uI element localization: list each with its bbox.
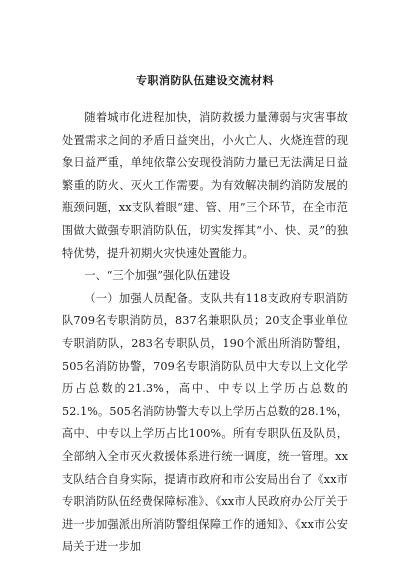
section-heading: 一、“三个加强”强化队伍建设	[84, 269, 231, 283]
section-paragraph: （一）加强人员配备。支队共有118支政府专职消防队709名专职消防员，837名兼职队员；20支企事业单位专职消防队，283名专职队员，190个派出所消防警组，505名消防协警，709名专职消防队员中大专以上文化学历占总数的21.3%，高中、中专以上学历占总数的52.1%。505名消防协警大专以上学历占总数的28.1%，高中、中专以上学历占比100%。所有专职队伍及队员，全部纳入全市灭火救援体系进行统一调度，统一管理。xx支队结合自身实际，提请市政府和市公安局出台了《xx市专职消防队伍经费保障标准》、《xx市人民政府办公厅关于进一步加强派出所消防警组保障工作的通知》、《xx市公安局关于进一步加	[62, 291, 348, 554]
document-title: 专职消防队伍建设交流材料	[136, 74, 274, 87]
intro-paragraph: 随着城市化进程加快，消防救援力量薄弱与灾害事故处置需求之间的矛盾日益突出，小火亡人、火烧连营的现象日益严重，单纯依靠公安现役消防力量已无法满足日益繁重的防火、灭火工作需要。为有效解决制约消防发展的瓶颈问题，xx支队着眼“建、管、用”三个环节，在全市范围做大做强专职消防队伍，切实发挥其“小、快、灵”的独特优势，提升初期火灾快速处置能力。	[62, 111, 348, 260]
document-body	[62, 107, 348, 559]
